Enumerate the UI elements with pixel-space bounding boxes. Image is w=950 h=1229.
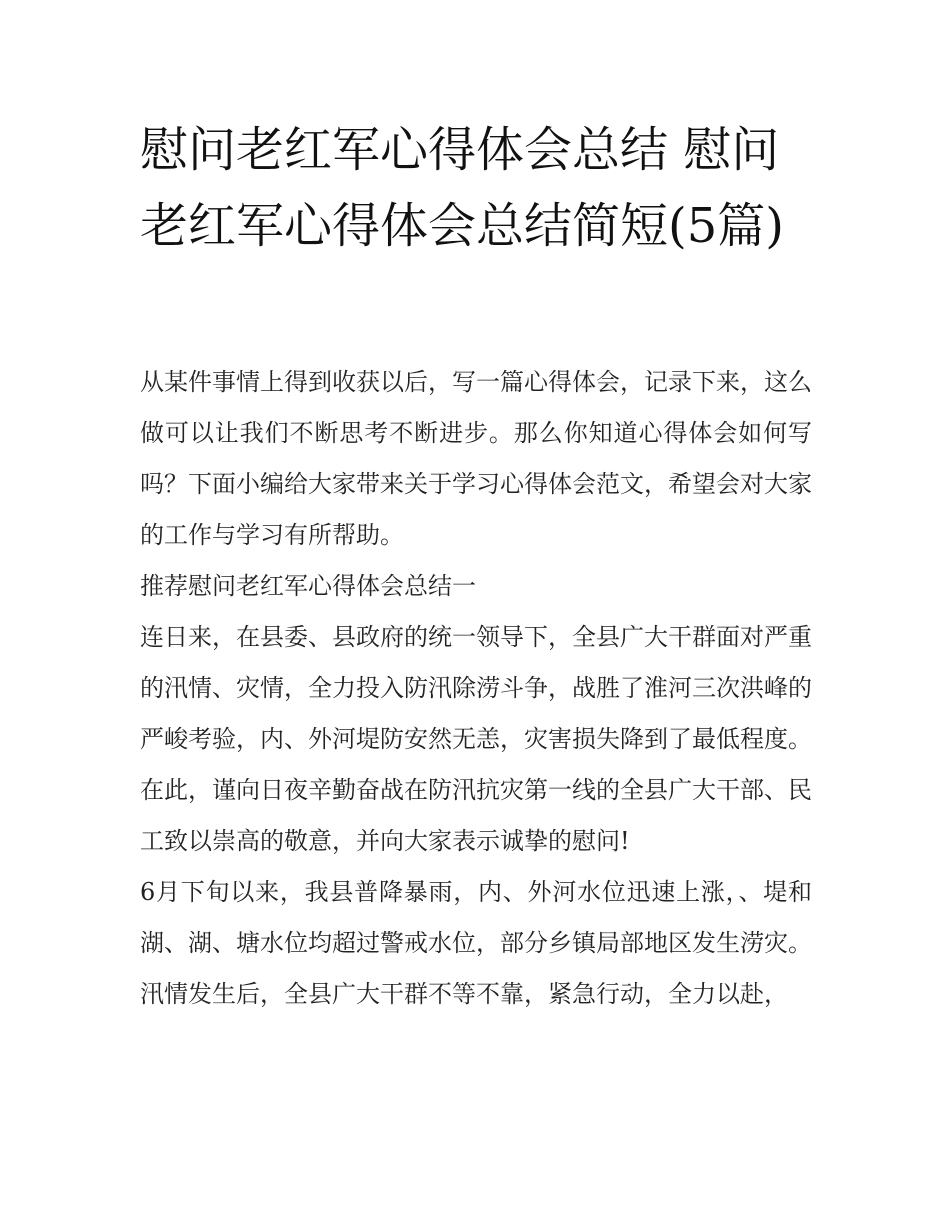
- intro-paragraph: 从某件事情上得到收获以后，写一篇心得体会，记录下来，这么做可以让我们不断思考不断进步。那么你知道心得体会如何写吗？下面小编给大家带来关于学习心得体会范文，希望会对大家的工作与学习有所帮助。: [140, 368, 812, 549]
- document-title: 慰问老红军心得体会总结 慰问老红军心得体会总结简短(5篇): [140, 122, 784, 254]
- section-heading: 推荐慰问老红军心得体会总结一: [140, 572, 476, 600]
- body-paragraph: 6月下旬以来，我县普降暴雨，内、外河水位迅速上涨，、堤和湖、湖、塘水位均超过警戒水位，部分乡镇局部地区发生涝灾。: [140, 878, 812, 957]
- body-paragraph: 汛情发生后，全县广大干群不等不靠，紧急行动，全力以赴，: [140, 980, 788, 1008]
- document-body: [140, 357, 812, 1020]
- body-paragraph: 在此，谨向日夜辛勤奋战在防汛抗灾第一线的全县广大干部、民工致以崇高的敬意，并向大家表示诚挚的慰问!: [140, 776, 812, 855]
- body-paragraph: 连日来，在县委、县政府的统一领导下，全县广大干群面对严重的汛情、灾情，全力投入防汛除涝斗争，战胜了淮河三次洪峰的严峻考验，内、外河堤防安然无恙，灾害损失降到了最低程度。: [140, 623, 812, 753]
